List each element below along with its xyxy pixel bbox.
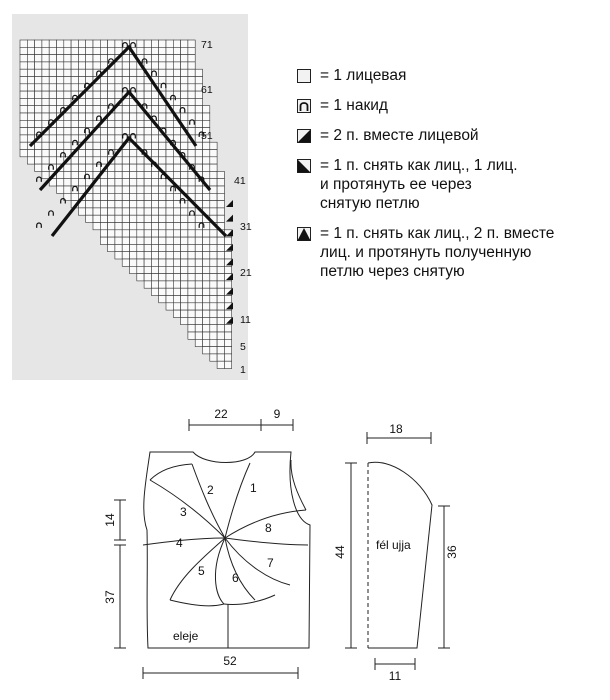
legend-text-yarn-over: = 1 накид [320,97,388,114]
sleeve-dim-36: 36 [445,545,459,559]
legend-item-knit [296,66,606,85]
petal-line [150,464,192,480]
row-number-11: 11 [240,314,251,326]
body-outline [144,452,310,648]
legend-text-knit: = 1 лицевая [320,67,407,84]
petal-line [291,460,306,510]
petal-number-7: 7 [267,556,274,570]
sleeve-dim-44: 44 [333,545,347,559]
row-number-1: 1 [240,364,246,376]
sleeve-label: fél ujja [376,538,411,552]
dim-52: 52 [223,654,237,668]
petal-line [150,480,225,538]
yarn-over-icon [296,98,312,114]
petal-line [143,538,225,545]
row-number-61: 61 [201,84,213,96]
petal-line [215,538,225,604]
petal-line [225,538,308,545]
row-number-51: 51 [201,130,213,142]
eleje-label: eleje [173,629,199,643]
petal-number-6: 6 [232,571,239,585]
legend-item-k2tog [296,126,606,145]
row-number-71: 71 [201,39,213,51]
petal-number-2: 2 [207,483,214,497]
petal-line [225,538,255,600]
ssk-icon [296,158,312,174]
sleeve-outline [368,462,432,648]
row-number-5: 5 [240,341,246,353]
square-icon [296,68,312,84]
row-number-21: 21 [240,267,252,279]
legend-text-ssk: = 1 п. снять как лиц., 1 лиц. и протянуть ее через снятую петлю [320,157,518,212]
sk2p-icon [296,226,312,242]
legend-item-ssk [296,156,606,213]
petal-number-3: 3 [180,505,187,519]
sleeve-dim-18: 18 [389,422,403,436]
k2tog-icon [296,128,312,144]
legend-item-sk2p [296,224,606,281]
dim-9: 9 [273,407,281,421]
dim-14: 14 [103,513,117,527]
row-number-31: 31 [240,221,252,233]
legend-text-sk2p: = 1 п. снять как лиц., 2 п. вместе лиц. и протянуть полученную петлю через снятую [320,225,555,280]
petal-line [224,595,275,605]
legend [296,66,606,292]
legend-text-k2tog: = 2 п. вместе лицевой [320,127,479,144]
sleeve-dim-11: 11 [388,669,402,683]
row-number-41: 41 [234,175,246,187]
petal-number-5: 5 [198,564,205,578]
petal-line [192,464,225,538]
dim-22: 22 [214,407,228,421]
legend-item-yarn-over [296,96,606,115]
petal-number-1: 1 [250,481,257,495]
petal-line [225,463,250,538]
petal-number-8: 8 [265,521,272,535]
petal-line [170,600,224,606]
dim-37: 37 [103,590,117,604]
petal-number-4: 4 [176,536,183,550]
